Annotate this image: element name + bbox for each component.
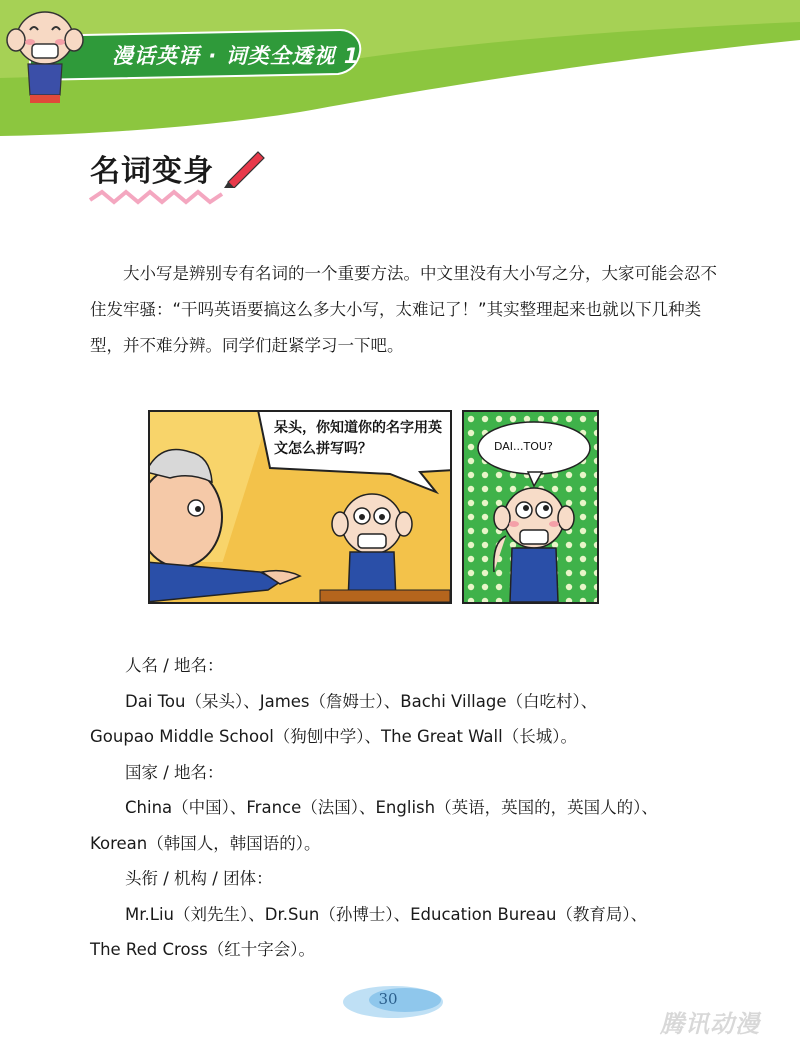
banner-shape <box>0 0 800 140</box>
category-line: Goupao Middle School（狗刨中学）、The Great Wall（长城）。 <box>90 727 577 746</box>
category-line: China（中国）、France（法国）、English（英语，英国的，英国人的）、 <box>125 798 658 817</box>
intro-text <box>90 256 720 364</box>
category-heading-names-places: 人名 / 地名： <box>125 656 224 675</box>
series-title: 漫话英语 · 词类全透视 1 <box>112 44 360 68</box>
page-number: 30 <box>378 990 398 1008</box>
comic-panel-1 <box>148 410 452 604</box>
watermark: 腾讯动漫 <box>660 1010 760 1038</box>
pencil-icon <box>222 148 268 188</box>
zigzag-underline <box>86 188 226 208</box>
category-line: Dai Tou（呆头）、James（詹姆士）、Bachi Village（白吃村）、 <box>125 691 598 711</box>
category-heading-titles-organizations: 头衔 / 机构 / 团体： <box>125 869 273 888</box>
category-heading-countries: 国家 / 地名： <box>125 762 224 782</box>
category-line: Korean（韩国人，韩国语的）。 <box>90 833 321 853</box>
panel1-speech: 呆头，你知道你的名字用英文怎么拼写吗？ <box>274 420 442 457</box>
mascot-icon <box>0 0 90 110</box>
comic-panel-2 <box>462 410 599 604</box>
category-line: Mr.Liu（刘先生）、Dr.Sun（孙博士）、Education Bureau（教育局）、 <box>125 904 648 924</box>
category-line: The Red Cross（红十字会）。 <box>90 940 316 959</box>
header-banner <box>0 0 800 140</box>
section-title: 名词变身 <box>90 154 214 189</box>
panel2-speech: DAI...TOU? <box>494 440 553 453</box>
intro-paragraph: 大小写是辨别专有名词的一个重要方法。中文里没有大小写之分，大家可能会忍不住发牢骚：“干吗英语要搞这么多大小写，太难记了！”其实整理起来也就以下几种类型，并不难分辨。同学们赶紧学习一下吧。 <box>90 264 717 355</box>
category-list <box>90 648 730 968</box>
